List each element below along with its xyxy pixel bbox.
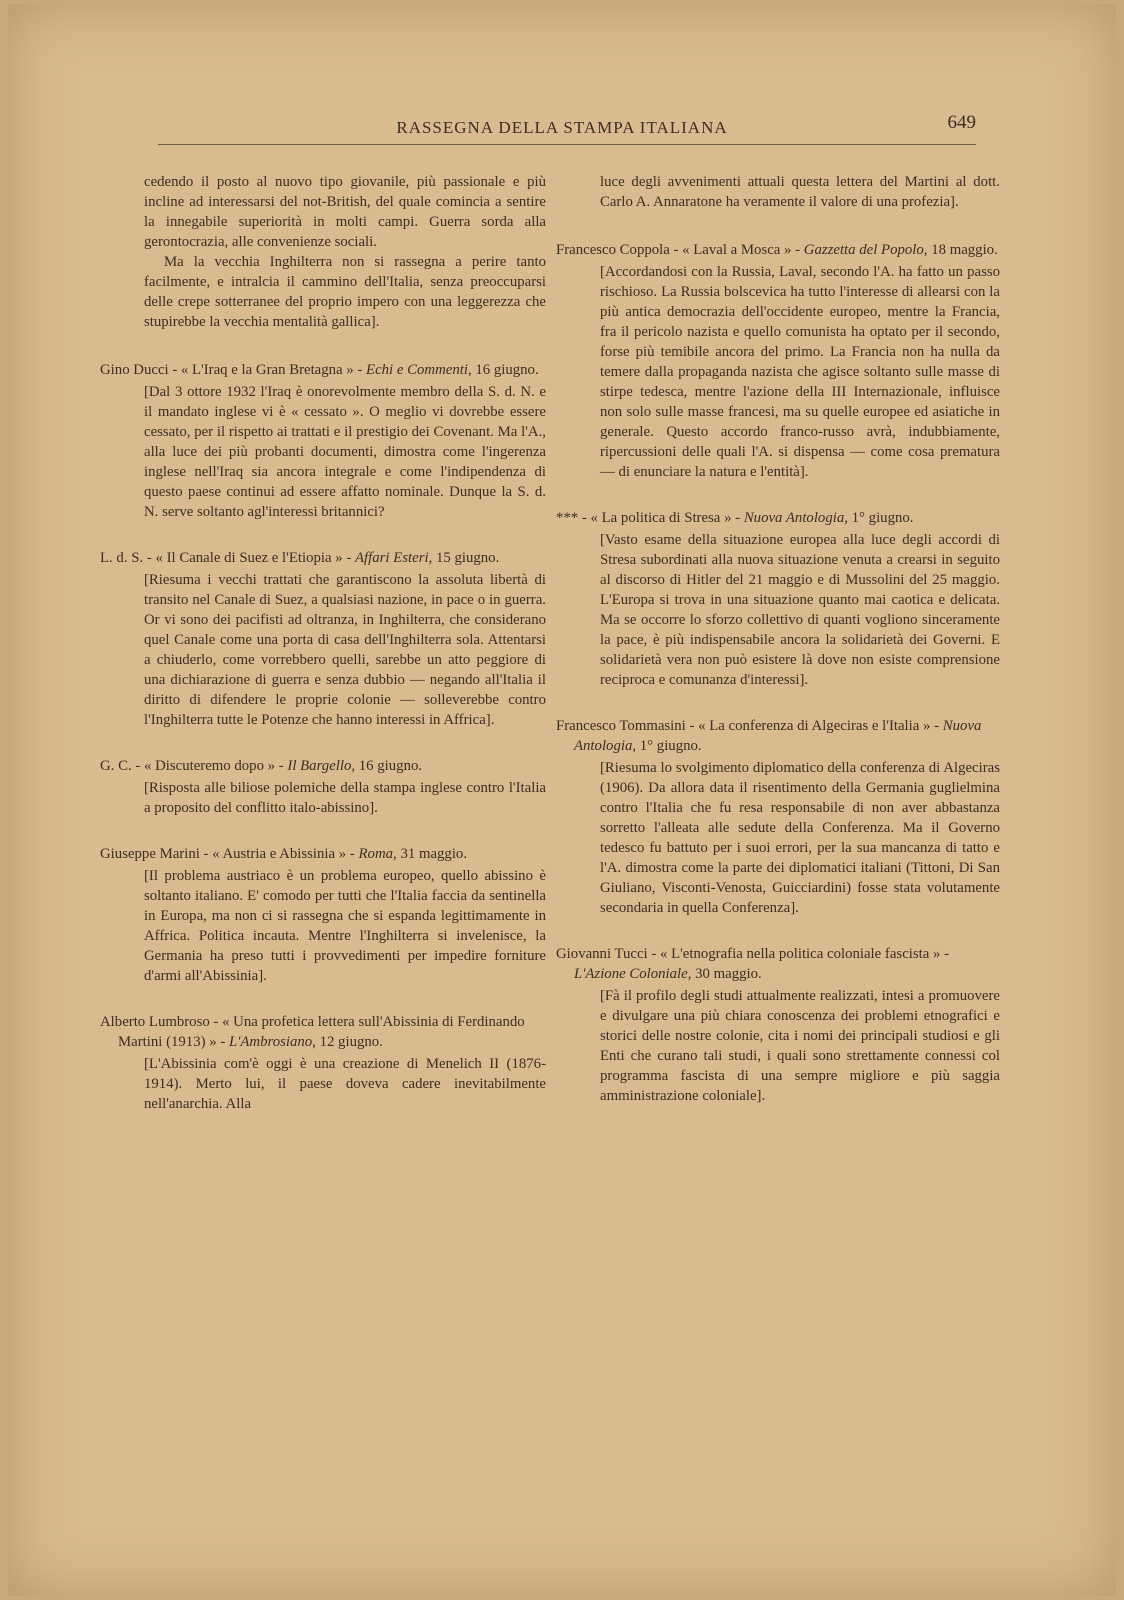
running-header xyxy=(8,112,1116,152)
entry-title: « Una profetica lettera sull'Abissinia di Ferdinando Martini (1913) » xyxy=(118,1014,525,1050)
entry-body: [L'Abissinia com'è oggi è una creazione di Menelich II (1876-1914). Merto lui, il paese doveva cadere inevitabilmente nell'anarchia. Alla xyxy=(144,1056,546,1112)
entry-title: « Austria e Abissinia » xyxy=(212,846,347,862)
entry-title: « La conferenza di Algeciras e l'Italia » xyxy=(698,718,931,734)
continued-text xyxy=(100,172,546,332)
review-entry xyxy=(100,1012,546,1114)
entry-title: « Discuteremo dopo » xyxy=(143,758,276,774)
entry-body: [Riesuma lo svolgimento diplomatico della conferenza di Algeciras (1906). Da allora data il risentimento della Germania guglielmina contro l'Italia che fu resa responsabile di non aver abbastanza sorretto l'alleata alle sedute della Conferenza. Ma il Governo tedesco fu battuto per i suoi errori, per la sua mancanza di tatto e l'A. dimostra come la parte dei diplomatici italiani (Tittoni, Di San Giuliano, Visconti-Venosta, Guicciardini) fosse stata volutamente secondaria in quella Conferenza]. xyxy=(600,760,1000,916)
entry-heading: Giovanni Tucci - « L'etnografia nella politica coloniale fascista » - L'Azione Coloniale, 30 maggio. xyxy=(556,946,950,982)
entry-author: Gino Ducci xyxy=(100,362,169,378)
entry-date: 15 giugno. xyxy=(435,550,500,566)
entry-heading: G. C. - « Discuteremo dopo » - Il Bargello, 16 giugno. xyxy=(100,758,423,774)
entry-body: [Vasto esame della situazione europea alla luce degli accordi di Stresa subordinati alla nuova situazione venuta a crearsi in seguito al discorso di Hitler del 21 maggio e di Mussolini del 25 maggio. L'Europa si trova in una situazione quanto mai caotica e delicata. Ma se occorre lo sforzo collettivo di quanti vogliono sinceramente la pace, è più indispensabile ancora la solidarietà dei Governi. E solidarietà vera non può esistere là dove non esiste comprensione reciproca e comunanza d'interessi]. xyxy=(600,532,1000,688)
entry-source: Affari Esteri, xyxy=(355,550,433,566)
entry-source: Echi e Commenti, xyxy=(366,362,472,378)
entry-source: Nuova Antologia, xyxy=(574,718,982,754)
entry-date: 16 giugno. xyxy=(475,362,539,378)
entry-title: « L'etnografia nella politica coloniale fascista » xyxy=(660,946,941,962)
entry-source: Nuova Antologia, xyxy=(743,510,848,526)
review-entry xyxy=(100,756,546,818)
header-title: RASSEGNA DELLA STAMPA ITALIANA xyxy=(396,118,728,137)
header-rule xyxy=(158,144,976,145)
entry-author: Francesco Coppola xyxy=(556,242,670,258)
lead-paragraph: cedendo il posto al nuovo tipo giovanile, più passionale e più incline ad interessarsi del not-British, del quale comincia a sentire la innegabile superiorità in molti campi. Guerra sorda alla gerontocrazia, alle convenienze sociali. xyxy=(144,174,546,250)
entry-body: [Dal 3 ottore 1932 l'Iraq è onorevolmente membro della S. d. N. e il mandato inglese vi è « cessato ». O meglio vi dovrebbe essere cessato, per il rispetto ai trattati e il prestigio dei Covenant. Ma l'A., alla luce dei più probanti documenti, dimostra come l'ingerenza inglese nell'Iraq sia ancora integrale e come l'indipendenza di questo paese continui ad essere affatto nominale. Dunque la S. d. N. serve soltanto agl'interessi britannici? xyxy=(144,384,546,520)
entry-date: 1° giugno. xyxy=(851,510,914,526)
entry-heading: Alberto Lumbroso - « Una profetica lettera sull'Abissinia di Ferdinando Martini (1913) » - L'Ambrosiano, 12 giugno. xyxy=(100,1014,525,1050)
entry-body: [Il problema austriaco è un problema europeo, quello abissino è soltanto italiano. E' comodo per tutti che l'Italia faccia da sentinella in Europa, ma non ci si rassegna che si espanda legittimamente in Affrica. Politica incauta. Mentre l'Inghilterra si invelenisce, la Germania ha preso tutti i provvedimenti per impedire forniture d'armi all'Abissinia]. xyxy=(144,868,546,984)
entry-author: Giuseppe Marini xyxy=(100,846,200,862)
entry-title: « Il Canale di Suez e l'Etiopia » xyxy=(155,550,343,566)
entry-author: Giovanni Tucci xyxy=(556,946,648,962)
entry-body: [Risposta alle biliose polemiche della stampa inglese contro l'Italia a proposito del conflitto italo-abissino]. xyxy=(144,780,546,816)
entry-source: Il Bargello, xyxy=(287,758,356,774)
entry-body: [Riesuma i vecchi trattati che garantiscono la assoluta libertà di transito nel Canale di Suez, a qualsiasi nazione, in pace o in guerra. Or vi sono dei pacifisti ad oltranza, in Inghilterra, che considerano quel Canale come una porta di casa dell'Inghilterra sola. Attentarsi a chiuderlo, come vorrebbero quelli, sarebbe un atto peggiore di una dichiarazione di guerra e senza dubbio — negando all'Italia il diritto di difendere le proprie colonie — solleverebbe contro l'Inghilterra tutte le Potenze che hanno interessi in Affrica]. xyxy=(144,572,546,728)
entry-heading: Francesco Tommasini - « La conferenza di Algeciras e l'Italia » - Nuova Antologia, 1° giugno. xyxy=(556,718,982,754)
entry-date: 1° giugno. xyxy=(639,738,702,754)
page-number: 649 xyxy=(947,112,976,133)
review-entry xyxy=(100,844,546,986)
entry-title: « La politica di Stresa » xyxy=(590,510,732,526)
entry-source: Gazzetta del Popolo, xyxy=(803,242,928,258)
entry-source: L'Ambrosiano, xyxy=(228,1034,316,1050)
entry-author: Francesco Tommasini xyxy=(556,718,686,734)
page xyxy=(8,4,1116,1596)
entry-date: 31 maggio. xyxy=(400,846,468,862)
lead-paragraph: Ma la vecchia Inghilterra non si rassegna a perire tanto facilmente, e intralcia il cammino dell'Italia, senza preoccuparsi delle crepe sotterranee del proprio impero con una leggerezza che stupirebbe la vecchia mentalità gallica]. xyxy=(144,254,546,330)
review-entry xyxy=(556,508,1000,690)
entry-title: « Laval a Mosca » xyxy=(682,242,792,258)
entry-source: L'Azione Coloniale, xyxy=(574,966,692,982)
entry-heading: *** - « La politica di Stresa » - Nuova Antologia, 1° giugno. xyxy=(556,510,914,526)
entry-title: « L'Iraq e la Gran Bretagna » xyxy=(180,362,354,378)
entry-date: 16 giugno. xyxy=(358,758,423,774)
review-entry xyxy=(556,944,1000,1106)
entry-author: L. d. S. xyxy=(100,550,144,566)
right-column xyxy=(556,172,1000,1132)
entry-author: G. C. xyxy=(100,758,132,774)
entry-source: Roma, xyxy=(358,846,397,862)
review-entry xyxy=(100,360,546,522)
entry-heading: Gino Ducci - « L'Iraq e la Gran Bretagna » - Echi e Commenti, 16 giugno. xyxy=(100,362,539,378)
entry-date: 18 maggio. xyxy=(931,242,998,258)
entry-body: [Accordandosi con la Russia, Laval, secondo l'A. ha fatto un passo rischioso. La Russia bolscevica ha tutto l'interesse di allearsi con la più antica democrazia dell'occidente europeo, mentre la Francia, fra il pericolo nazista e quello comunista ha optato per il secondo, forse più temibile ancora del primo. La Francia non ha nulla da temere dalla propaganda nazista che agisce soltanto sulle masse di stirpe tedesca, mentre l'azione della III Internazionale, influisce non solo sulle masse francesi, ma su quelle europee ed asiatiche in generale. Questo accordo franco-russo avrà, indubbiamente, ripercussioni delle quali l'A. si dispensa — come cosa prematura — di enunciare la natura e l'entità]. xyxy=(600,264,1000,480)
review-entry xyxy=(556,716,1000,918)
entry-body: [Fà il profilo degli studi attualmente realizzati, intesi a promuovere e divulgare una più chiara conoscenza dei problemi etnografici e storici delle nostre colonie, cita i nomi dei principali studiosi e gli Enti che curano tali studi, i quali sono strettamente connessi col programma fascista di una sempre migliore e più saggia amministrazione coloniale]. xyxy=(600,988,1000,1104)
continued-text: luce degli avvenimenti attuali questa lettera del Martini al dott. Carlo A. Annaratone ha veramente il valore di una profezia]. xyxy=(600,174,1000,210)
review-entry xyxy=(556,240,1000,482)
entry-date: 12 giugno. xyxy=(319,1034,383,1050)
entry-heading: L. d. S. - « Il Canale di Suez e l'Etiopia » - Affari Esteri, 15 giugno. xyxy=(100,550,500,566)
review-entry xyxy=(100,548,546,730)
entry-heading: Francesco Coppola - « Laval a Mosca » - Gazzetta del Popolo, 18 maggio. xyxy=(556,242,998,258)
entry-author: Alberto Lumbroso xyxy=(100,1014,210,1030)
entry-heading: Giuseppe Marini - « Austria e Abissinia » - Roma, 31 maggio. xyxy=(100,846,468,862)
entry-date: 30 maggio. xyxy=(695,966,762,982)
left-column xyxy=(100,172,546,1140)
entry-author: *** xyxy=(556,510,579,526)
